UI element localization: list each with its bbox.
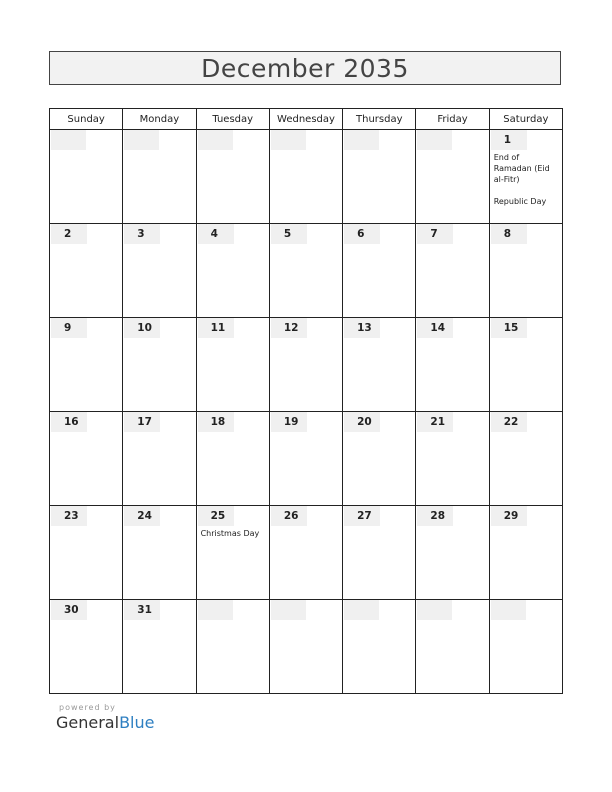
day-number: 20 bbox=[344, 412, 380, 432]
day-cell bbox=[50, 506, 123, 600]
day-cell bbox=[343, 224, 416, 318]
day-number: 10 bbox=[124, 318, 160, 338]
weekday-header: Tuesday bbox=[196, 109, 269, 130]
generalblue-logo bbox=[56, 713, 154, 732]
day-cell bbox=[269, 506, 342, 600]
week-row bbox=[50, 412, 563, 506]
day-number: 9 bbox=[51, 318, 87, 338]
day-cell bbox=[489, 318, 562, 412]
weekday-header: Sunday bbox=[50, 109, 123, 130]
holiday-label: End of Ramadan (Eid al-Fitr) bbox=[493, 153, 550, 184]
day-cell bbox=[489, 412, 562, 506]
day-number: 14 bbox=[417, 318, 453, 338]
day-number: 25 bbox=[198, 506, 234, 526]
day-number bbox=[198, 130, 233, 150]
day-cell bbox=[489, 130, 562, 224]
day-number: 29 bbox=[491, 506, 527, 526]
day-number: 30 bbox=[51, 600, 87, 620]
day-number: 28 bbox=[417, 506, 453, 526]
day-cell bbox=[123, 224, 196, 318]
day-cell bbox=[196, 506, 269, 600]
day-number: 8 bbox=[491, 224, 527, 244]
week-row bbox=[50, 130, 563, 224]
day-number bbox=[271, 130, 306, 150]
day-events bbox=[201, 528, 269, 539]
day-cell bbox=[343, 130, 416, 224]
day-cell bbox=[489, 506, 562, 600]
day-cell bbox=[416, 224, 489, 318]
day-number bbox=[271, 600, 306, 620]
day-cell bbox=[196, 224, 269, 318]
day-cell bbox=[123, 506, 196, 600]
weekday-header: Friday bbox=[416, 109, 489, 130]
day-cell bbox=[196, 318, 269, 412]
day-number bbox=[417, 600, 452, 620]
day-number bbox=[198, 600, 233, 620]
day-cell bbox=[269, 318, 342, 412]
day-cell bbox=[123, 412, 196, 506]
holiday-label: Christmas Day bbox=[200, 529, 260, 538]
day-cell bbox=[123, 130, 196, 224]
footer-branding bbox=[56, 703, 154, 732]
day-cell bbox=[269, 600, 342, 694]
day-cell bbox=[489, 600, 562, 694]
day-number: 7 bbox=[417, 224, 453, 244]
holiday-label: Republic Day bbox=[493, 197, 547, 206]
day-number: 4 bbox=[198, 224, 234, 244]
day-number bbox=[491, 600, 526, 620]
day-number bbox=[344, 130, 379, 150]
day-cell bbox=[269, 224, 342, 318]
day-cell bbox=[123, 318, 196, 412]
day-number: 22 bbox=[491, 412, 527, 432]
weekday-header-row bbox=[50, 109, 563, 130]
weekday-header: Thursday bbox=[343, 109, 416, 130]
weekday-header: Monday bbox=[123, 109, 196, 130]
day-cell bbox=[196, 600, 269, 694]
day-cell bbox=[196, 412, 269, 506]
day-number: 15 bbox=[491, 318, 527, 338]
day-cell bbox=[489, 224, 562, 318]
day-cell bbox=[343, 318, 416, 412]
day-number: 2 bbox=[51, 224, 87, 244]
day-number: 19 bbox=[271, 412, 307, 432]
day-number bbox=[51, 130, 86, 150]
day-number: 18 bbox=[198, 412, 234, 432]
day-cell bbox=[269, 412, 342, 506]
day-number: 11 bbox=[198, 318, 234, 338]
week-row bbox=[50, 224, 563, 318]
day-number: 24 bbox=[124, 506, 160, 526]
day-cell bbox=[50, 224, 123, 318]
day-cell bbox=[416, 130, 489, 224]
day-number: 26 bbox=[271, 506, 307, 526]
day-cell bbox=[343, 600, 416, 694]
day-number: 16 bbox=[51, 412, 87, 432]
day-number: 3 bbox=[124, 224, 160, 244]
day-number: 13 bbox=[344, 318, 380, 338]
calendar-title: December 2035 bbox=[201, 53, 409, 83]
day-cell bbox=[343, 506, 416, 600]
day-cell bbox=[416, 412, 489, 506]
day-number: 21 bbox=[417, 412, 453, 432]
day-number: 23 bbox=[51, 506, 87, 526]
brand-general: General bbox=[56, 713, 120, 732]
day-number: 5 bbox=[271, 224, 307, 244]
day-number bbox=[124, 130, 159, 150]
day-number bbox=[344, 600, 379, 620]
day-number: 17 bbox=[124, 412, 160, 432]
weekday-header: Wednesday bbox=[269, 109, 342, 130]
powered-by-text: powered by bbox=[59, 703, 116, 712]
day-cell bbox=[123, 600, 196, 694]
day-number: 31 bbox=[124, 600, 160, 620]
day-cell bbox=[50, 600, 123, 694]
day-cell bbox=[416, 318, 489, 412]
week-row bbox=[50, 318, 563, 412]
week-row bbox=[50, 600, 563, 694]
day-number: 12 bbox=[271, 318, 307, 338]
week-row bbox=[50, 506, 563, 600]
day-cell bbox=[416, 600, 489, 694]
day-number bbox=[417, 130, 452, 150]
day-cell bbox=[196, 130, 269, 224]
brand-blue: Blue bbox=[119, 713, 155, 732]
weekday-header: Saturday bbox=[489, 109, 562, 130]
day-number: 1 bbox=[491, 130, 527, 150]
calendar-grid bbox=[49, 108, 563, 694]
day-number: 27 bbox=[344, 506, 380, 526]
day-cell bbox=[269, 130, 342, 224]
day-cell bbox=[416, 506, 489, 600]
day-events bbox=[494, 152, 562, 207]
calendar-title-box bbox=[49, 51, 561, 85]
day-cell bbox=[50, 412, 123, 506]
day-cell bbox=[50, 130, 123, 224]
day-cell bbox=[343, 412, 416, 506]
day-cell bbox=[50, 318, 123, 412]
day-number: 6 bbox=[344, 224, 380, 244]
